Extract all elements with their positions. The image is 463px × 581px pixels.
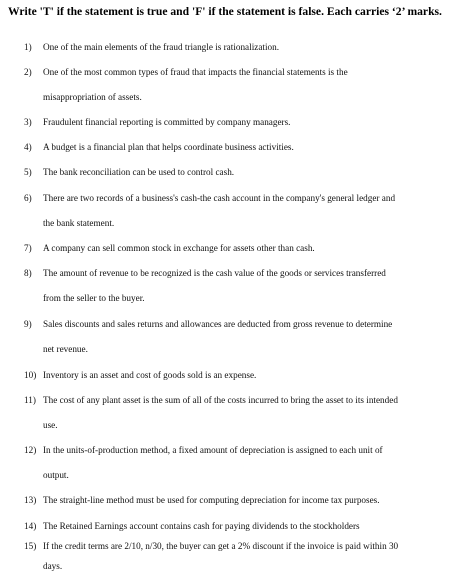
question-text: A budget is a financial plan that helps coordinate business activities. (43, 142, 294, 152)
question-text: The bank reconciliation can be used to control cash. (43, 167, 235, 177)
question-text-continued: the bank statement. (43, 218, 115, 228)
question-text: A company can sell common stock in exchange for assets other than cash. (43, 243, 315, 253)
instructions-heading: Write 'T' if the statement is true and 'F' if the statement is false. Each carries ‘2’ marks. (8, 5, 442, 18)
question-number: 2) (24, 67, 32, 77)
question-text: In the units-of-production method, a fixed amount of depreciation is assigned to each unit of (43, 445, 383, 455)
question-text: Inventory is an asset and cost of goods sold is an expense. (43, 370, 257, 380)
question-number: 15) (24, 541, 37, 551)
question-number: 8) (24, 268, 32, 278)
question-number: 14) (24, 521, 37, 531)
question-text-continued: days. (43, 561, 63, 571)
question-text: One of the most common types of fraud that impacts the financial statements is the (43, 67, 348, 77)
question-number: 6) (24, 193, 32, 203)
question-text-continued: output. (43, 470, 69, 480)
question-text: The Retained Earnings account contains cash for paying dividends to the stockholders (43, 521, 360, 531)
question-number: 10) (24, 370, 37, 380)
question-text-continued: from the seller to the buyer. (43, 293, 145, 303)
question-number: 13) (24, 495, 37, 505)
question-number: 1) (24, 42, 32, 52)
question-number: 3) (24, 117, 32, 127)
question-text-continued: misappropriation of assets. (43, 92, 142, 102)
question-text: The amount of revenue to be recognized is the cash value of the goods or services transferred (43, 268, 386, 278)
question-text: Sales discounts and sales returns and allowances are deducted from gross revenue to determine (43, 319, 393, 329)
question-text: One of the main elements of the fraud triangle is rationalization. (43, 42, 279, 52)
question-number: 12) (24, 445, 37, 455)
question-number: 9) (24, 319, 32, 329)
question-text-continued: use. (43, 420, 58, 430)
question-number: 5) (24, 167, 32, 177)
question-text: Fraudulent financial reporting is committed by company managers. (43, 117, 291, 127)
question-text: There are two records of a business's cash-the cash account in the company's general ledger and (43, 193, 396, 203)
question-text: The cost of any plant asset is the sum of all of the costs incurred to bring the asset to its intended (43, 395, 398, 405)
question-number: 11) (24, 395, 36, 405)
question-text: If the credit terms are 2/10, n/30, the buyer can get a 2% discount if the invoice is paid within 30 (43, 541, 399, 551)
question-text-continued: net revenue. (43, 344, 88, 354)
question-number: 7) (24, 243, 32, 253)
question-number: 4) (24, 142, 32, 152)
question-text: The straight-line method must be used for computing depreciation for income tax purposes. (43, 495, 380, 505)
